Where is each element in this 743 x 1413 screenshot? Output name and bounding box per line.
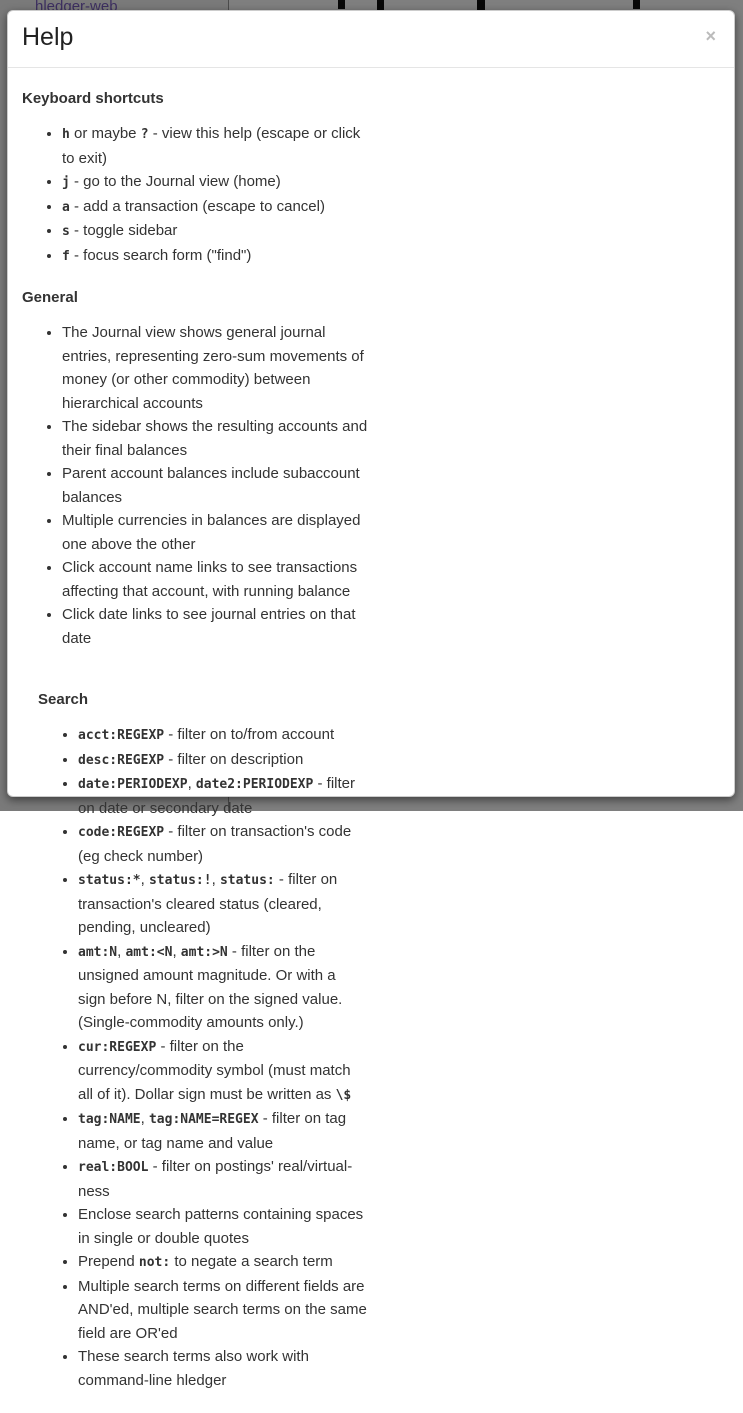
code-term: date2:PERIODEXP (195, 777, 314, 792)
code-term: amt:<N (125, 944, 173, 960)
code-term: date:PERIODEXP (78, 777, 188, 792)
code-term: cur:REGEXP (78, 1039, 157, 1055)
code-term: code:REGEXP (78, 825, 165, 840)
list-item: • date:PERIODEXP, date2:PERIODEXP - filter on date or secondary date (78, 772, 367, 820)
help-list (22, 321, 371, 650)
code-term: status:! (148, 873, 212, 888)
list-item: • Click date links to see journal entries on that date (62, 603, 371, 650)
list-item: • real:BOOL - filter on postings' real/virtual-ness (78, 1155, 367, 1203)
section-heading: Keyboard shortcuts (22, 90, 164, 107)
code-term: s (62, 224, 70, 239)
list-item: • code:REGEXP - filter on transaction's code (eg check number) (78, 820, 367, 868)
code-term: real:BOOL (78, 1160, 149, 1175)
list-item: • cur:REGEXP - filter on the currency/commodity symbol (must match all of it). Dollar sign must be written as \$ (78, 1035, 367, 1108)
section-heading: Search (38, 691, 89, 708)
modal-header (8, 11, 734, 68)
code-term: desc:REGEXP (78, 752, 165, 768)
list-item: • tag:NAME, tag:NAME=REGEX - filter on tag name, or tag name and value (78, 1107, 367, 1155)
list-item: • Multiple currencies in balances are displayed one above the other (62, 509, 371, 556)
code-term: tag:NAME=REGEX (148, 1112, 259, 1127)
code-term: ? (140, 127, 149, 142)
code-term: a (62, 199, 70, 215)
list-item: • Prepend not: to negate a search term (78, 1250, 367, 1275)
code-term: \$ (335, 1087, 352, 1103)
code-term: j (62, 175, 70, 190)
list-item: • Enclose search patterns containing spaces in single or double quotes (78, 1203, 367, 1250)
list-item: • f - focus search form ("find") (62, 244, 371, 269)
code-term: tag:NAME (78, 1112, 141, 1127)
close-icon[interactable]: × (705, 26, 716, 46)
list-item: • These search terms also work with command-line hledger (78, 1345, 367, 1392)
code-term: f (62, 248, 70, 264)
help-column-right (22, 671, 367, 1413)
section-heading: General (22, 289, 78, 306)
list-item: • amt:N, amt:<N, amt:>N - filter on the unsigned amount magnitude. Or with a sign before N, filter on the signed value. (Single-commodity amounts only.) (78, 940, 367, 1035)
list-item: • The sidebar shows the resulting accounts and their final balances (62, 415, 371, 462)
code-term: h (62, 127, 70, 142)
list-item: • status:*, status:!, status: - filter on transaction's cleared status (cleared, pending, uncleared) (78, 868, 367, 940)
code-term: amt:>N (180, 944, 228, 960)
help-modal (7, 10, 735, 1389)
code-term: amt:N (78, 944, 118, 960)
list-item: • a - add a transaction (escape to cancel) (62, 195, 371, 220)
help-column-left (22, 70, 379, 671)
code-term: status: (219, 873, 275, 888)
list-item: • desc:REGEXP - filter on description (78, 748, 367, 773)
list-item: • h or maybe ? - view this help (escape or click to exit) (62, 122, 371, 170)
code-term: acct:REGEXP (78, 728, 165, 743)
help-list (38, 723, 367, 1392)
page-title: Help (22, 23, 74, 51)
list-item: • j - go to the Journal view (home) (62, 170, 371, 195)
list-item: • Multiple search terms on different fields are AND'ed, multiple search terms on the same field are OR'ed (78, 1275, 367, 1346)
list-item: • acct:REGEXP - filter on to/from account (78, 723, 367, 748)
code-term: not: (138, 1255, 171, 1270)
code-term: status:* (78, 873, 141, 888)
list-item: • Parent account balances include subaccount balances (62, 462, 371, 509)
list-item: • The Journal view shows general journal entries, representing zero-sum movements of money (or other commodity) between hierarchical accounts (62, 321, 371, 415)
list-item: • Click account name links to see transactions affecting that account, with running balance (62, 556, 371, 603)
modal-body (8, 68, 734, 1413)
list-item: • s - toggle sidebar (62, 219, 371, 244)
help-list (22, 122, 371, 268)
